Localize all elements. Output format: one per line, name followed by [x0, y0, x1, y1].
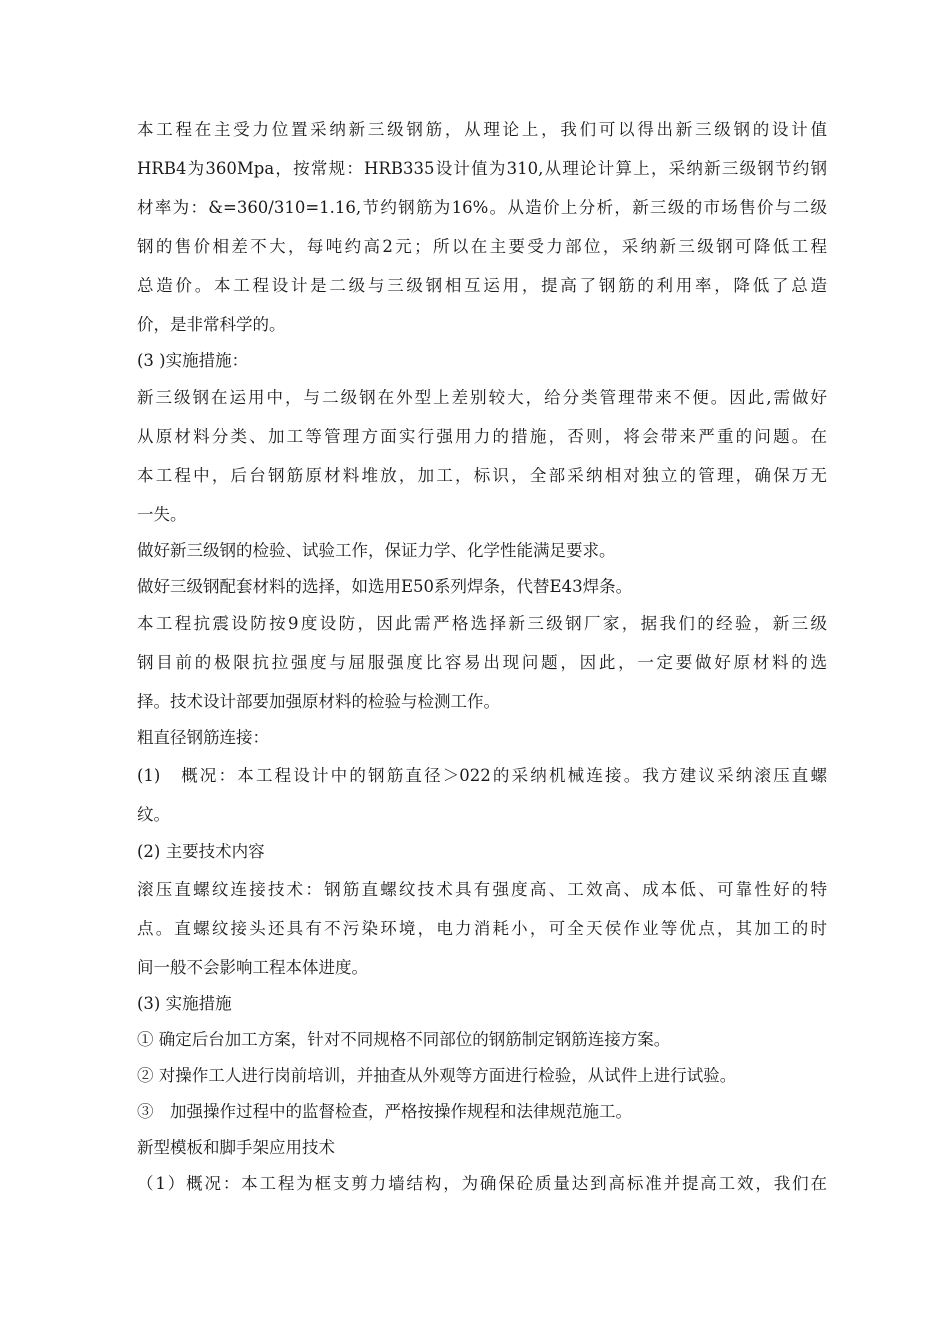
paragraph-line: 点。直螺纹接头还具有不污染环境，电力消耗小，可全天侯作业等优点，其加工的时	[137, 919, 827, 938]
paragraph-line: 一失。	[137, 505, 187, 524]
paragraph-line: 做好三级钢配套材料的选择，如选用E50系列焊条，代替E43焊条。	[137, 577, 633, 596]
section-heading: 新型模板和脚手架应用技术	[137, 1138, 335, 1157]
paragraph-line: 择。技术设计部要加强原材料的检验与检测工作。	[137, 692, 500, 711]
paragraph-line: 新三级钢在运用中，与二级钢在外型上差别较大，给分类管理带来不便。因此,需做好	[137, 388, 827, 407]
list-item: ① 确定后台加工方案，针对不同规格不同部位的钢筋制定钢筋连接方案。	[137, 1030, 671, 1049]
paragraph-line: 本工程中，后台钢筋原材料堆放，加工，标识，全部采纳相对独立的管理，确保万无	[137, 466, 827, 485]
paragraph-line: 钢的售价相差不大，每吨约高2元；所以在主要受力部位，采纳新三级钢可降低工程	[137, 237, 827, 256]
list-item: ③ 加强操作过程中的监督检查，严格按操作规程和法律规范施工。	[137, 1102, 632, 1121]
section-heading: (3 )实施措施：	[137, 351, 249, 370]
section-heading: 粗直径钢筋连接：	[137, 728, 269, 747]
paragraph-line: 滚压直螺纹连接技术：钢筋直螺纹技术具有强度高、工效高、成本低、可靠性好的特	[137, 880, 827, 899]
paragraph-line: 做好新三级钢的检验、试验工作，保证力学、化学性能满足要求。	[137, 541, 616, 560]
paragraph-line: 总造价。本工程设计是二级与三级钢相互运用，提高了钢筋的利用率，降低了总造	[137, 276, 827, 295]
paragraph-line: 本工程在主受力位置采纳新三级钢筋，从理论上，我们可以得出新三级钢的设计值	[137, 120, 827, 139]
paragraph-line: (1) 概况：本工程设计中的钢筋直径＞022的采纳机械连接。我方建议采纳滚压直螺	[137, 766, 827, 785]
paragraph-line: 钢目前的极限抗拉强度与屈服强度比容易出现问题，因此，一定要做好原材料的选	[137, 653, 827, 672]
paragraph-line: 价，是非常科学的。	[137, 315, 286, 334]
paragraph-line: 本工程抗震设防按9度设防，因此需严格选择新三级钢厂家，据我们的经验，新三级	[137, 614, 827, 633]
paragraph-line: 材率为：&=360/310=1.16,节约钢筋为16%。从造价上分析，新三级的市场售价与二级	[137, 198, 827, 217]
section-heading: (2) 主要技术内容	[137, 842, 265, 861]
section-heading: (3) 实施措施	[137, 994, 232, 1013]
paragraph-line: 间一般不会影响工程本体进度。	[137, 958, 368, 977]
paragraph-line: 纹。	[137, 805, 170, 824]
paragraph-line: HRB4为360Mpa，按常规：HRB335设计值为310,从理论计算上，采纳新三级钢节约钢	[137, 159, 827, 178]
paragraph-line: （1）概况：本工程为框支剪力墙结构，为确保砼质量达到高标准并提高工效，我们在	[137, 1174, 827, 1193]
paragraph-line: 从原材料分类、加工等管理方面实行强用力的措施，否则，将会带来严重的问题。在	[137, 427, 827, 446]
list-item: ② 对操作工人进行岗前培训，并抽查从外观等方面进行检验，从试件上进行试验。	[137, 1066, 737, 1085]
